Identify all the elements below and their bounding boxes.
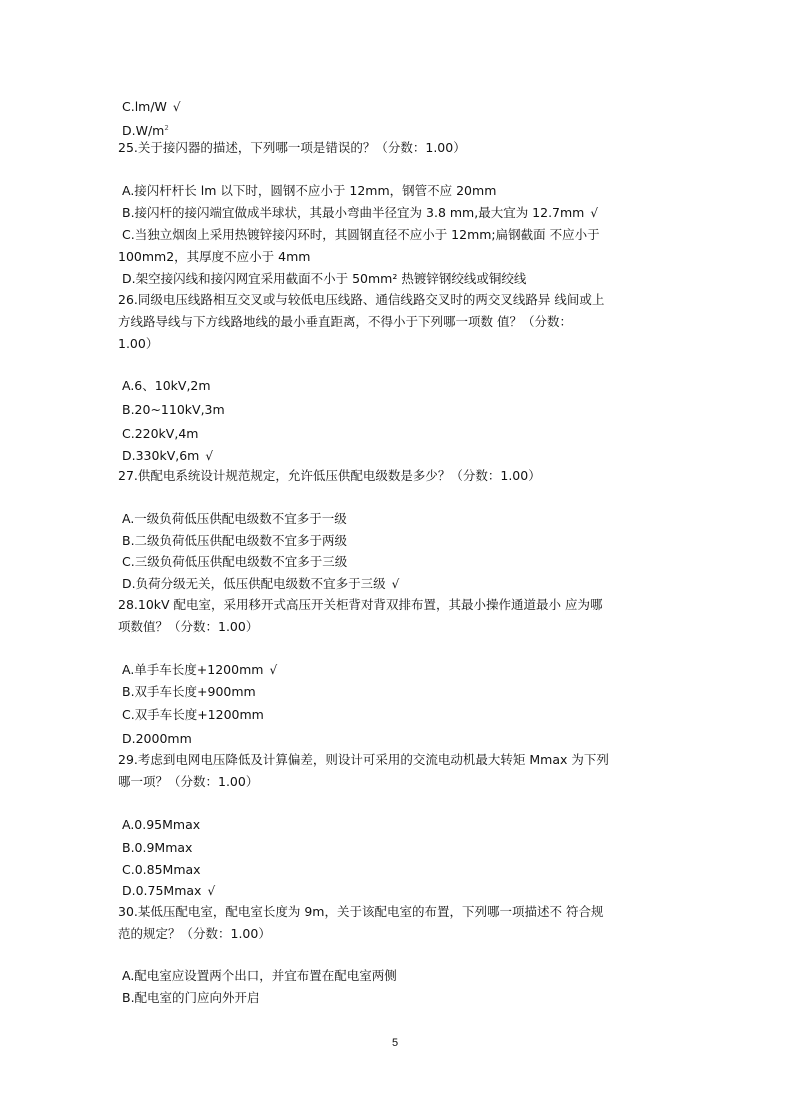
question-title: 范的规定？（分数：1.00） [118,926,271,941]
option-line [122,859,201,881]
check-mark-icon: √ [391,577,400,591]
question-title: 25.关于接闪器的描述，下列哪一项是错误的？（分数：1.00） [118,140,466,155]
option-line [122,880,215,902]
question-title: 27.供配电系统设计规范规定，允许低压供配电级数是多少？（分数：1.00） [118,468,541,483]
option-text: D.0.75Mmax [122,883,202,898]
option-text: A.一级负荷低压供配电级数不宜多于一级 [122,511,347,526]
option-text: B.配电室的门应向外开启 [122,990,260,1005]
check-mark-icon: √ [590,206,599,220]
option-line [122,375,211,397]
option-text: D.负荷分级无关，低压供配电级数不宜多于三级 [122,576,386,591]
question-title: 29.考虑到电网电压降低及计算偏差，则设计可采用的交流电动机最大转矩 Mmax 为下列 [118,752,609,767]
option-text: A.配电室应设置两个出口，并宜布置在配电室两侧 [122,968,397,983]
option-line [122,551,347,573]
check-mark-icon: √ [207,884,216,898]
option-text: C.220kV,4m [122,426,199,441]
option-text: B.20~110kV,3m [122,402,225,417]
check-mark-icon: √ [205,449,214,463]
option-line [122,530,347,552]
question-title: 方线路导线与下方线路地线的最小垂直距离，不得小于下列哪一项数 值？（分数： [118,314,572,329]
option-line [122,508,347,530]
option-text: B.接闪杆的接闪端宜做成半球状，其最小弯曲半径宜为 3.8 mm,最大宜为 12.7mm [122,205,585,220]
superscript: 2 [164,124,169,132]
option-line [122,659,277,681]
option-line [122,96,181,118]
check-mark-icon: √ [172,100,181,114]
option-line [122,814,200,836]
option-text: A.单手车长度+1200mm [122,662,264,677]
option-line [122,728,192,750]
option-text: D.330kV,6m [122,448,200,463]
option-line [122,268,526,290]
option-line [122,837,192,859]
option-line [122,202,598,224]
option-text: C.双手车长度+1200mm [122,707,264,722]
option-line [122,224,600,246]
option-line [122,704,264,726]
option-text: C.lm/W [122,99,167,114]
option-text: D.架空接闪线和接闪网宜采用截面不小于 50mm² 热镀锌钢绞线或铜绞线 [122,271,527,286]
option-text: C.0.85Mmax [122,862,201,877]
option-line [122,987,260,1009]
option-text: D.2000mm [122,731,192,746]
option-line [122,965,397,987]
page-number: 5 [391,1037,399,1049]
option-text: D.W/m [122,123,165,138]
option-line [122,681,256,703]
option-text: B.双手车长度+900mm [122,684,256,699]
question-title: 30.某低压配电室，配电室长度为 9m，关于该配电室的布置，下列哪一项描述不 符合规 [118,904,604,919]
option-text: B.二级负荷低压供配电级数不宜多于两级 [122,533,348,548]
option-line [122,423,198,445]
option-text: C.当独立烟囱上采用热镀锌接闪环时，其圆钢直径不应小于 12mm;扁钢截面 不应小于 [122,227,600,242]
option-line [122,399,225,421]
option-line [122,180,496,202]
option-text: A.6、10kV,2m [122,378,211,393]
option-text: A.0.95Mmax [122,817,201,832]
question-title: 项数值？（分数：1.00） [118,619,259,634]
option-text: C.三级负荷低压供配电级数不宜多于三级 [122,554,348,569]
question-title: 1.00） [118,336,159,351]
option-line-continued: 100mm2，其厚度不应小于 4mm [118,249,311,264]
question-title: 28.10kV 配电室，采用移开式高压开关柜背对背双排布置，其最小操作通道最小 应为哪 [118,597,603,612]
question-title: 哪一项？（分数：1.00） [118,774,259,789]
question-title: 26.同级电压线路相互交叉或与较低电压线路、通信线路交叉时的两交叉线路异 线间或上 [118,292,605,307]
option-line [122,445,213,467]
option-line [122,573,399,595]
option-text: A.接闪杆杆长 lm 以下时，圆钢不应小于 12mm，钢管不应 20mm [122,183,497,198]
check-mark-icon: √ [269,663,278,677]
option-text: B.0.9Mmax [122,840,193,855]
